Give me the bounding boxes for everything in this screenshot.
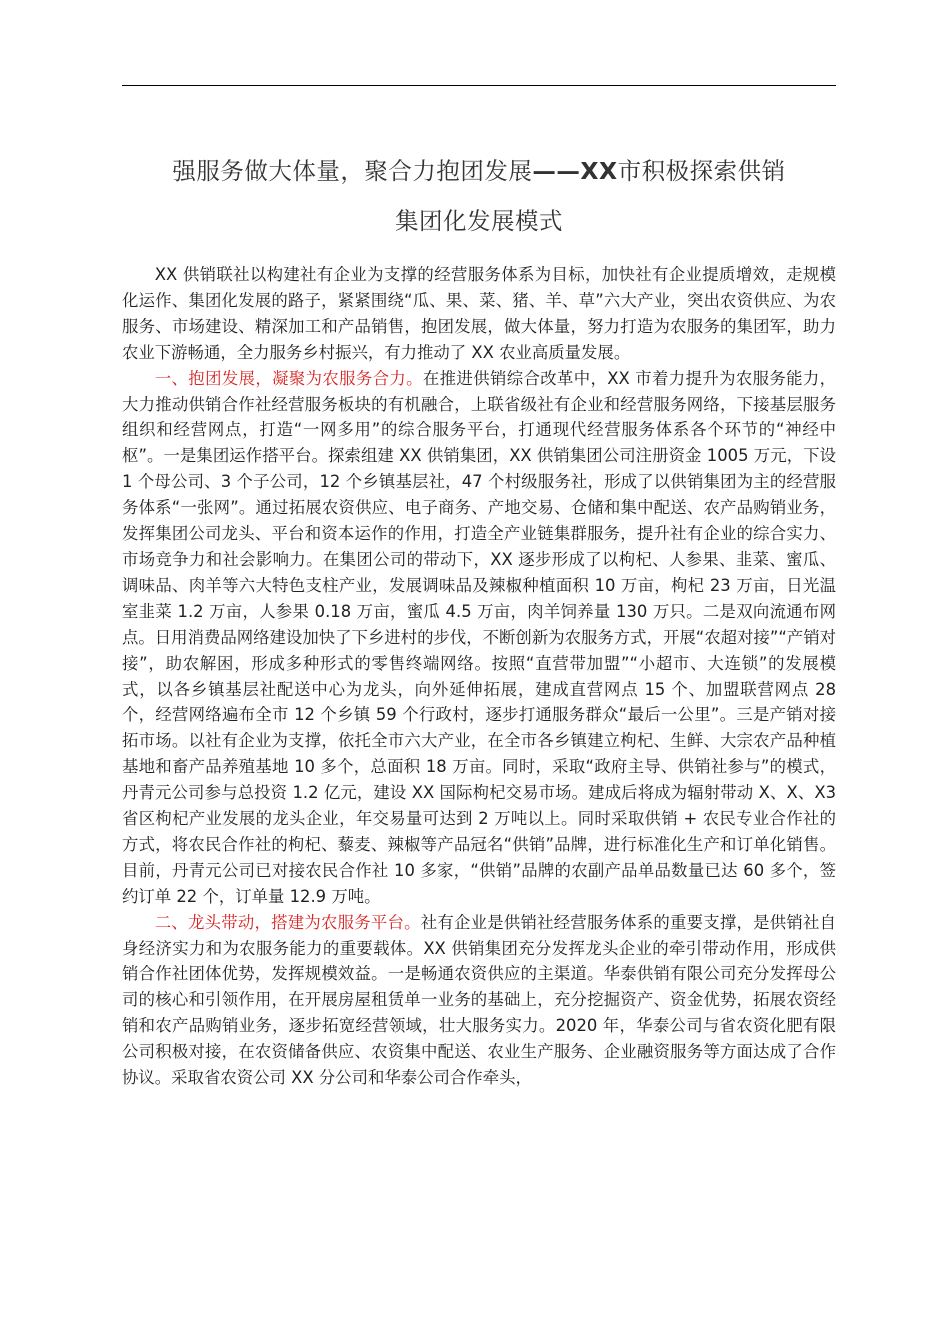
title-part1: 强服务做大体量，聚合力抱团发展 (172, 157, 533, 185)
title-line2: 集团化发展模式 (395, 207, 563, 235)
title-dash-xx: ——XX (532, 157, 618, 185)
section-heading: 二、龙头带动，搭建为农服务平台。 (154, 912, 421, 932)
section-heading: 一、抱团发展，凝聚为农服务合力。 (154, 368, 423, 388)
header-rule (122, 85, 836, 86)
paragraph-text: 社有企业是供销社经营服务体系的重要支撑，是供销社自身经济实力和为农服务能力的重要载体。XX 供销集团充分发挥龙头企业的牵引带动作用，形成供销合作社团体优势，发挥规模效益。一是畅通农资供应的主渠道。华泰供销有限公司充分发挥母公司的核心和引领作用，在开展房屋租赁单一业务的基础上，充分挖掘资产、资金优势，拓展农资经销和农产品购销业务，逐步拓宽经营领域，壮大服务实力。2020 年，华泰公司与省农资化肥有限公司积极对接，在农资储备供应、农资集中配送、农业生产服务、企业融资服务等方面达成了合作协议。采取省农资公司 XX 分公司和华泰公司合作牵头， (122, 912, 837, 1088)
document-body (122, 262, 836, 1091)
paragraph-section-2 (122, 910, 836, 1091)
paragraph-text: XX 供销联社以构建社有企业为支撑的经营服务体系为目标，加快社有企业提质增效，走规模化运作、集团化发展的路子，紧紧围绕“瓜、果、菜、猪、羊、草”六大产业，突出农资供应、为农服务、市场建设、精深加工和产品销售，抱团发展，做大体量，努力打造为农服务的集团军，助力农业下游畅通，全力服务乡村振兴，有力推动了 XX 农业高质量发展。 (122, 265, 836, 362)
paragraph-text: 在推进供销综合改革中，XX 市着力提升为农服务能力，大力推动供销合作社经营服务板块的有机融合，上联省级社有企业和经营服务网络，下接基层服务组织和经营网点，打造“一网多用”的综合服务平台，打通现代经营服务体系各个环节的“神经中枢”。一是集团运作搭平台。探索组建 XX 供销集团，XX 供销集团公司注册资金 1005 万元，下设 1 个母公司、3 个子公司，12 个乡镇基层社，47 个村级服务社，形成了以供销集团为主的经营服务体系“一张网”。通过拓展农资供应、电子商务、产地交易、仓储和集中配送、农产品购销业务，发挥集团公司龙头、平台和资本运作的作用，打造全产业链集群服务，提升社有企业的综合实力、市场竞争力和社会影响力。在集团公司的带动下，XX 逐步形成了以枸杞、人参果、韭菜、蜜瓜、调味品、肉羊等六大特色支柱产业，发展调味品及辣椒种植面积 10 万亩，枸杞 23 万亩，日光温室韭菜 1.2 万亩，人参果 0.18 万亩，蜜瓜 4.5 万亩，肉羊饲养量 130 万只。二是双向流通布网点。日用消费品网络建设加快了下乡进村的步伐，不断创新为农服务方式，开展“农超对接”“产销对接”，助农解困，形成多种形式的零售终端网络。按照“直营带加盟”“小超市、大连锁”的发展模式，以各乡镇基层社配送中心为龙头，向外延伸拓展，建成直营网点 15 个、加盟联营网点 28 个，经营网络遍布全市 12 个乡镇 59 个行政村，逐步打通服务群众“最后一公里”。三是产销对接拓市场。以社有企业为支撑，依托全市六大产业，在全市各乡镇建立枸杞、生鲜、大宗农产品种植基地和畜产品养殖基地 10 多个，总面积 18 万亩。同时，采取“政府主导、供销社参与”的模式，丹青元公司参与总投资 1.2 亿元，建设 XX 国际枸杞交易市场。建成后将成为辐射带动 X、X、X3 省区枸杞产业发展的龙头企业，年交易量可达到 2 万吨以上。同时采取供销 + 农民专业合作社的方式，将农民合作社的枸杞、藜麦、辣椒等产品冠名“供销”品牌，进行标准化生产和订单化销售。目前，丹青元公司已对接农民合作社 10 多家，“供销”品牌的农副产品单品数量已达 60 多个，签约订单 22 个，订单量 12.9 万吨。 (122, 368, 837, 906)
paragraph-section-1 (122, 366, 836, 910)
document-title (122, 146, 836, 246)
title-part2: 市积极探索供销 (617, 157, 786, 185)
paragraph-intro (122, 262, 836, 366)
